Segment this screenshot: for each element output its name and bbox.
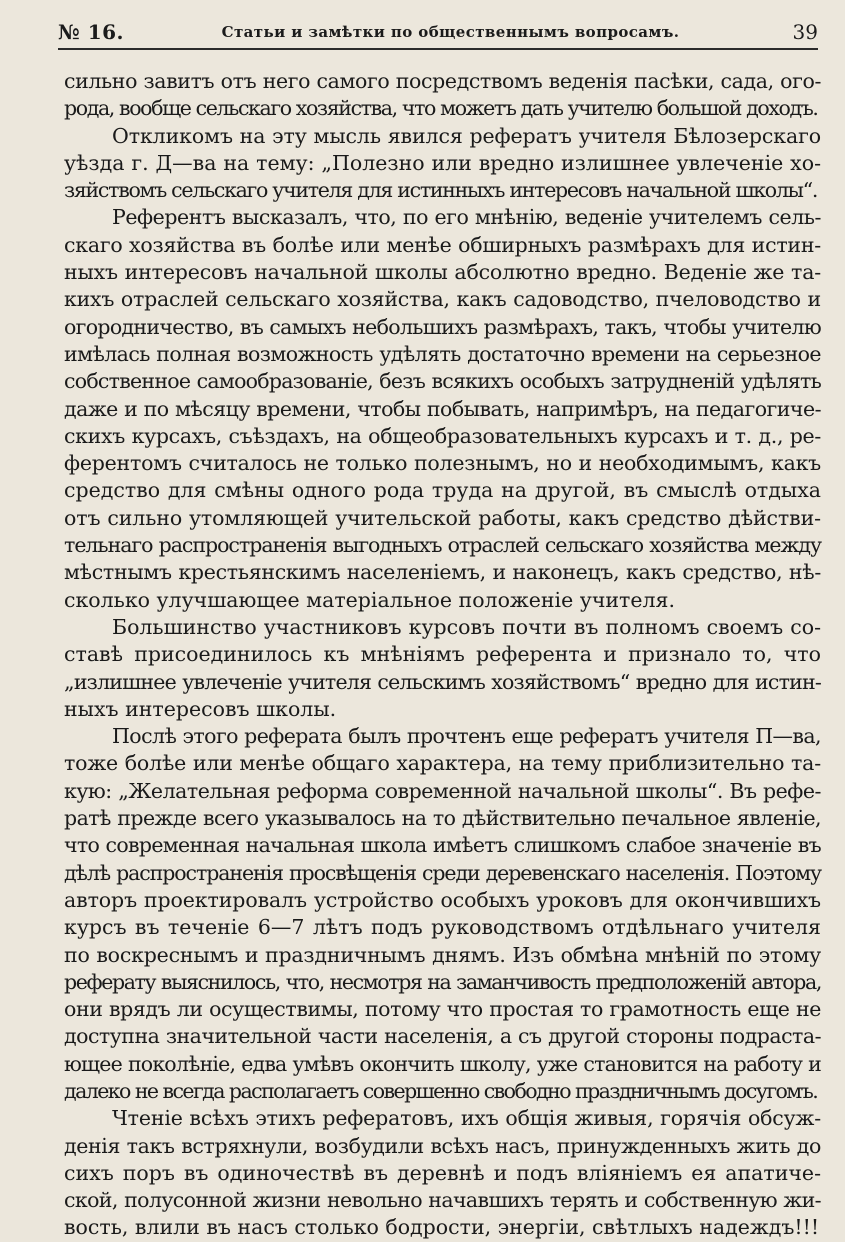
text-line: ныхъ интересовъ начальной школы абсолютно вредно. Веденіе же та-	[64, 260, 821, 285]
text-line: денія такъ встряхнули, возбудили всѣхъ насъ, принужденныхъ жить до	[64, 1133, 821, 1158]
text-line: доступна значительной части населенія, а съ другой стороны подраста-	[64, 1024, 821, 1049]
text-line: ющее поколѣніе, едва умѣвъ окончить школу, уже становится на работу и	[64, 1051, 821, 1076]
text-line: по воскреснымъ и праздничнымъ днямъ. Изъ обмѣна мнѣній по этому	[64, 942, 821, 967]
text-line: сколько улучшающее матеріальное положеніе учителя.	[64, 587, 675, 612]
text-line: авторъ проектировалъ устройство особыхъ уроковъ для окончившихъ	[64, 887, 821, 912]
text-line: „излишнее увлеченіе учителя сельскимъ хозяйствомъ“ вредно для истин-	[64, 669, 821, 694]
text-line: они врядъ ли осуществимы, потому что простая то грамотность еще не	[64, 997, 821, 1022]
text-line: ской, полусонной жизни невольно начавшихъ терять и собственную жи-	[64, 1188, 821, 1213]
text-line: тельнаго распространенія выгодныхъ отраслей сельскаго хозяйства между	[64, 533, 821, 558]
text-line: Большинство участниковъ курсовъ почти въ полномъ своемъ со-	[112, 614, 821, 639]
text-line: Чтеніе всѣхъ этихъ рефератовъ, ихъ общія живыя, горячія обсуж-	[112, 1106, 821, 1131]
text-line: сильно завитъ отъ него самого посредствомъ веденія пасѣки, сада, ого-	[64, 69, 821, 93]
text-line: отъ сильно утомляющей учительской работы, какъ средство дѣйстви-	[64, 505, 821, 530]
text-line: Откликомъ на эту мысль явился рефератъ учителя Бѣлозерскаго	[112, 123, 821, 148]
text-line: ставѣ присоединилось къ мнѣніямъ референта и признало то, что	[64, 642, 821, 667]
text-line: далеко не всегда располагаетъ совершенно свободно праздничнымъ досугомъ.	[64, 1078, 818, 1103]
text-line: кую: „Желательная реформа современной начальной школы“. Въ рефе-	[64, 778, 821, 803]
text-line: ныхъ интересовъ школы.	[64, 696, 337, 721]
text-line: скихъ курсахъ, съѣздахъ, на общеобразовательныхъ курсахъ и т. д., ре-	[64, 423, 821, 448]
text-line: рода, вообще сельскаго хозяйства, что можетъ дать учителю большой доходъ.	[64, 96, 818, 121]
issue-number: № 16.	[58, 20, 124, 44]
article-body	[64, 68, 821, 1242]
running-header	[58, 18, 818, 50]
text-line: даже и по мѣсяцу времени, чтобы побывать, напримѣръ, на педагогиче-	[64, 396, 821, 421]
text-line: собственное самообразованіе, безъ всякихъ особыхъ затрудненій удѣлять	[64, 369, 821, 394]
text-line: вость, влили въ насъ столько бодрости, энергіи, свѣтлыхъ надеждъ!!!	[64, 1215, 820, 1240]
section-title: Статьи и замѣтки по общественнымъ вопросамъ.	[221, 23, 680, 41]
text-line: уѣзда г. Д—ва на тему: „Полезно или вредно излишнее увлеченіе хо-	[64, 150, 821, 175]
text-line: ратѣ прежде всего указывалось на то дѣйствительно печальное явленіе,	[64, 806, 821, 831]
text-line: средство для смѣны одного рода труда на другой, въ смыслѣ отдыха	[64, 478, 821, 503]
text-line: зяйствомъ сельскаго учителя для истинныхъ интересовъ начальной школы“.	[64, 178, 818, 203]
text-line: имѣлась полная возможность удѣлять достаточно времени на серьезное	[64, 341, 821, 366]
text-line: сихъ поръ въ одиночествѣ въ деревнѣ и подъ вліяніемъ ея апатиче-	[64, 1160, 821, 1185]
text-line: реферату выяснилось, что, несмотря на заманчивость предположеній автора,	[64, 969, 821, 994]
text-line: что современная начальная школа имѣетъ слишкомъ слабое значеніе въ	[64, 833, 821, 858]
page-number: 39	[792, 20, 818, 44]
text-line: кихъ отраслей сельскаго хозяйства, какъ садоводство, пчеловодство и	[64, 287, 821, 312]
text-line: Послѣ этого реферата былъ прочтенъ еще рефератъ учителя П—ва,	[112, 724, 821, 749]
text-line: огородничество, въ самыхъ небольшихъ размѣрахъ, такъ, чтобы учителю	[64, 314, 821, 339]
text-line: Референтъ высказалъ, что, по его мнѣнію, веденіе учителемъ сель-	[112, 205, 821, 230]
text-line: курсъ въ теченіе 6—7 лѣтъ подъ руководствомъ отдѣльнаго учителя	[64, 915, 821, 940]
text-line: скаго хозяйства въ болѣе или менѣе обширныхъ размѣрахъ для истин-	[64, 232, 821, 257]
text-line: дѣлѣ распространенія просвѣщенія среди деревенскаго населенія. Поэтому	[64, 860, 821, 885]
text-line: тоже болѣе или менѣе общаго характера, на тему приблизительно та-	[64, 751, 821, 776]
text-line: ферентомъ считалось не только полезнымъ, но и необходимымъ, какъ	[64, 451, 821, 476]
text-line: мѣстнымъ крестьянскимъ населеніемъ, и наконецъ, какъ средство, нѣ-	[64, 560, 821, 585]
